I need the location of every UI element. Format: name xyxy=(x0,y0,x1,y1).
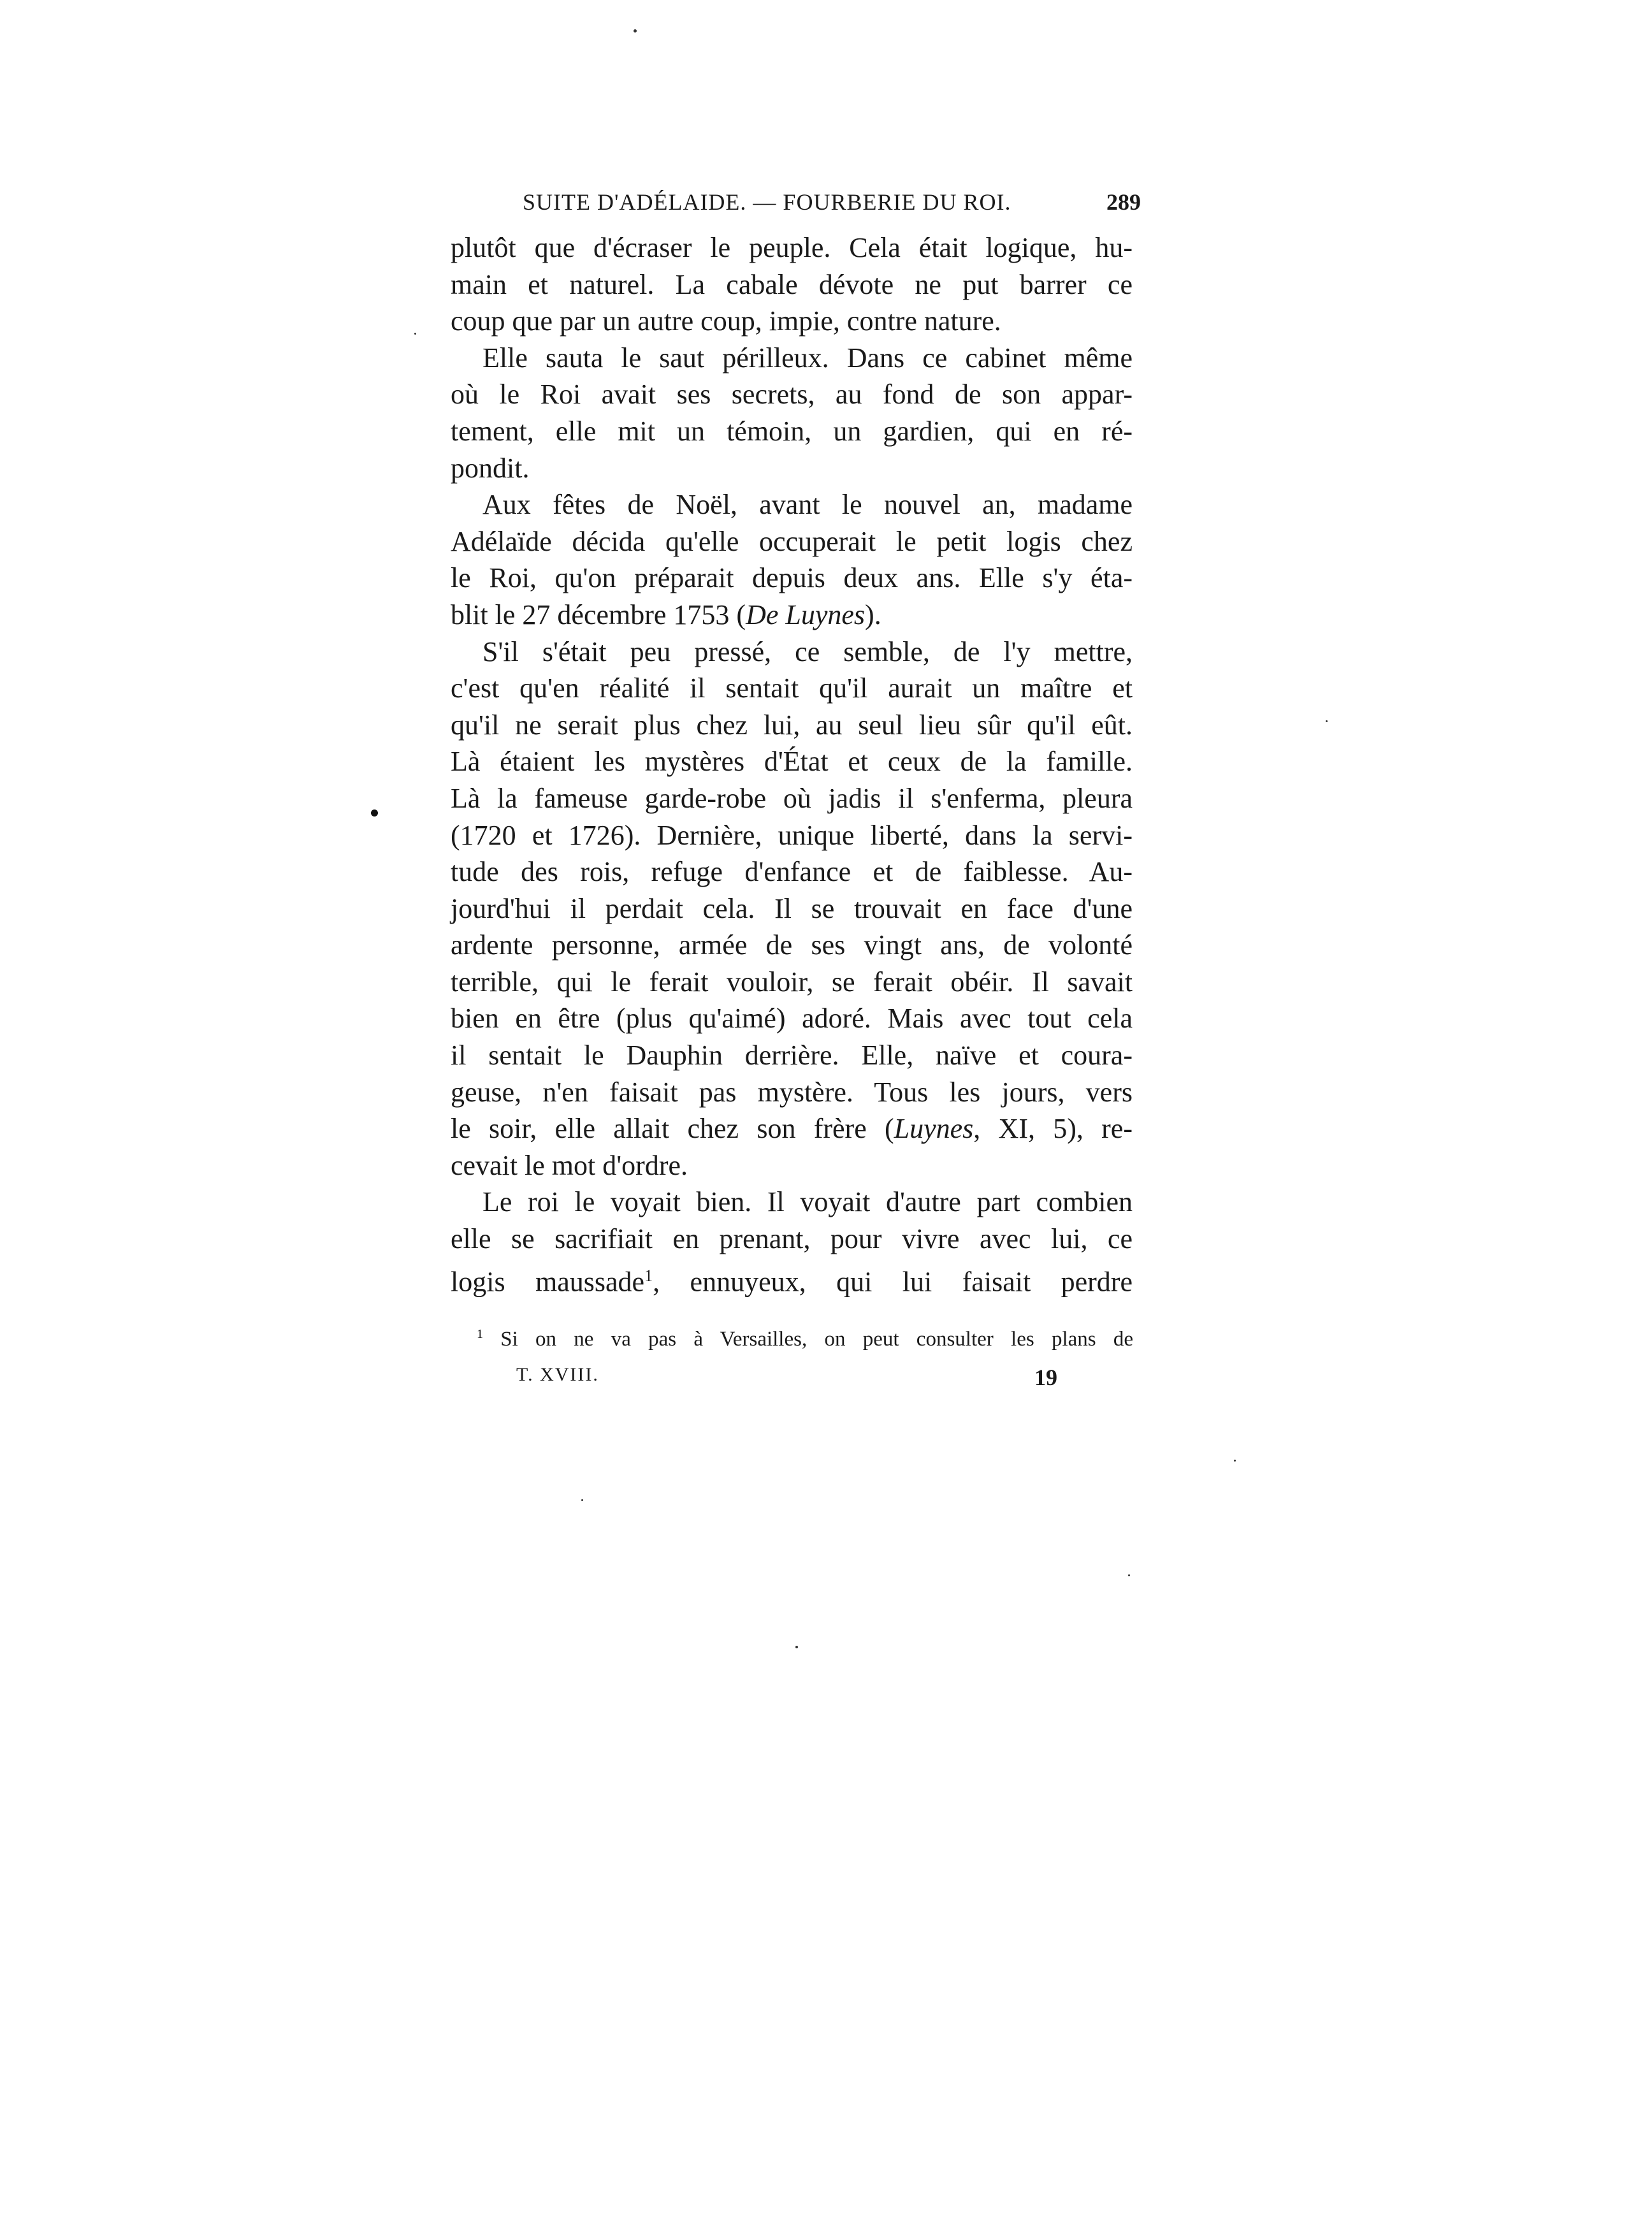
scan-speck xyxy=(634,29,637,33)
text-line: tement, elle mit un témoin, un gardien, qui en ré- xyxy=(451,415,1133,447)
text-segment: blit le 27 décembre 1753 ( xyxy=(451,599,746,630)
text-segment: , ennuyeux, qui lui faisait perdre xyxy=(653,1266,1133,1298)
signature-number: 19 xyxy=(1034,1365,1057,1390)
text-line: Aux fêtes de Noël, avant le nouvel an, madame xyxy=(482,489,1133,521)
footnote-reference: 1 xyxy=(644,1266,653,1285)
scan-speck xyxy=(795,1646,798,1648)
text-segment: le soir, elle allait chez son frère ( xyxy=(451,1113,894,1145)
text-line: geuse, n'en faisait pas mystère. Tous les jours, vers xyxy=(451,1076,1133,1108)
scan-speck xyxy=(1326,720,1328,722)
footnote xyxy=(477,1327,1133,1351)
footnote-text: Si on ne va pas à Versailles, on peut consulter les plans de xyxy=(500,1328,1134,1351)
text-line xyxy=(451,597,1133,634)
text-line: bien en être (plus qu'aimé) adoré. Mais avec tout cela xyxy=(451,1003,1133,1035)
text-line: S'il s'était peu pressé, ce semble, de l'y mettre, xyxy=(482,635,1133,667)
footnote-marker: 1 xyxy=(477,1327,483,1341)
text-line: main et naturel. La cabale dévote ne put barrer ce xyxy=(451,268,1133,300)
volume-mark: T. XVIII. xyxy=(516,1364,599,1385)
text-line xyxy=(451,1110,1133,1147)
body-text xyxy=(451,229,1133,1298)
scan-speck xyxy=(1128,1574,1130,1576)
text-line: le Roi, qu'on préparait depuis deux ans. Elle s'y éta- xyxy=(451,562,1133,594)
scan-speck xyxy=(371,809,378,817)
text-line: Là la fameuse garde-robe où jadis il s'enferma, pleura xyxy=(451,782,1133,814)
running-title: SUITE D'ADÉLAIDE. — FOURBERIE DU ROI. xyxy=(523,189,1011,215)
text-segment: ). xyxy=(865,599,881,630)
text-line: (1720 et 1726). Dernière, unique liberté, dans la servi- xyxy=(451,819,1133,851)
text-line: qu'il ne serait plus chez lui, au seul lieu sûr qu'il eût. xyxy=(451,709,1133,741)
running-head xyxy=(523,189,1141,224)
text-line: ardente personne, armée de ses vingt ans, de volonté xyxy=(451,929,1133,961)
scan-speck xyxy=(581,1499,583,1501)
text-line: terrible, qui le ferait vouloir, se ferait obéir. Il savait xyxy=(451,966,1133,998)
citation-luynes: Luynes xyxy=(894,1113,974,1145)
citation-de-luynes: De Luynes xyxy=(746,599,866,630)
text-line: cevait le mot d'ordre. xyxy=(451,1149,688,1181)
scan-speck xyxy=(1234,1460,1236,1462)
text-line: tude des rois, refuge d'enfance et de faiblesse. Au- xyxy=(451,856,1133,888)
text-line: Adélaïde décida qu'elle occuperait le petit logis chez xyxy=(451,525,1133,557)
text-line: elle se sacrifiait en prenant, pour vivre avec lui, ce xyxy=(451,1223,1133,1255)
text-segment: logis maussade xyxy=(451,1266,645,1298)
text-line: il sentait le Dauphin derrière. Elle, naïve et coura- xyxy=(451,1040,1133,1071)
text-line: Là étaient les mystères d'État et ceux de la famille. xyxy=(451,746,1133,778)
text-line xyxy=(451,1258,1133,1298)
text-line: pondit. xyxy=(451,452,530,484)
text-line: plutôt que d'écraser le peuple. Cela était logique, hu- xyxy=(451,232,1133,263)
text-line: Elle sauta le saut périlleux. Dans ce cabinet même xyxy=(482,342,1133,374)
printer-signature xyxy=(516,1364,1083,1396)
text-line: c'est qu'en réalité il sentait qu'il aurait un maître et xyxy=(451,672,1133,704)
text-line: Le roi le voyait bien. Il voyait d'autre part combien xyxy=(482,1186,1133,1218)
text-line: coup que par un autre coup, impie, contre nature. xyxy=(451,305,1001,337)
text-segment: , XI, 5), re- xyxy=(973,1113,1133,1145)
text-line: jourd'hui il perdait cela. Il se trouvait en face d'une xyxy=(451,892,1133,924)
page-number: 289 xyxy=(1106,189,1141,215)
text-line: où le Roi avait ses secrets, au fond de son appar- xyxy=(451,379,1133,410)
scan-speck xyxy=(414,333,416,335)
